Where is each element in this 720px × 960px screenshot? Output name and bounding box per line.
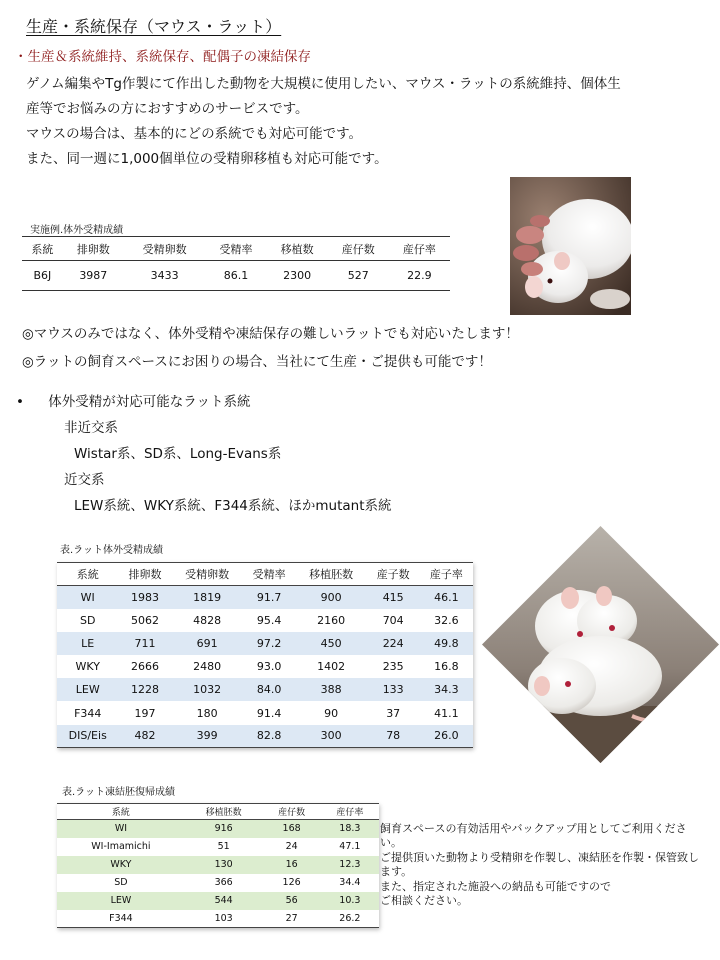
table-cell: 91.4 [256, 706, 282, 720]
table-cell: 197 [134, 706, 156, 720]
table-cell: 1228 [118, 678, 171, 701]
table-cell: 90 [324, 706, 339, 720]
table-cell: SD [80, 613, 96, 627]
table-cell: 168 [262, 820, 320, 838]
column-header: 排卵数 [63, 237, 124, 261]
table-cell: 18.3 [321, 820, 379, 838]
table-cell: 916 [185, 820, 263, 838]
table-cell: 2666 [131, 660, 160, 674]
table-cell: 366 [214, 877, 233, 888]
list-item: LEW系統、WKY系統、F344系統、ほかmutant系統 [74, 498, 392, 514]
rat-strain-list [16, 389, 392, 519]
column-header: 系統 [57, 563, 118, 586]
table-cell: LE [57, 632, 118, 655]
table-cell: 900 [296, 586, 367, 609]
table-cell: 51 [217, 841, 230, 852]
table1-caption: 実施例.体外受精成績 [30, 225, 124, 236]
table-cell: WI [57, 820, 185, 838]
column-header: 排卵数 [118, 563, 171, 586]
table-cell: 37 [386, 706, 401, 720]
table-cell: 388 [296, 678, 367, 701]
table-row [57, 838, 379, 856]
table-cell: WI-Imamichi [91, 841, 151, 852]
table-cell: 235 [382, 660, 404, 674]
table-cell: SD [114, 877, 128, 888]
table-cell: 49.8 [420, 632, 473, 655]
table-cell: 26.2 [321, 910, 379, 928]
table-cell: F344 [57, 910, 185, 928]
rat-ivf-table [57, 562, 473, 748]
column-header: 受精卵数 [124, 237, 206, 261]
table-cell: 126 [282, 877, 301, 888]
table-header-row [22, 237, 450, 261]
column-header: 受精卵数 [172, 563, 243, 586]
table-cell: 5062 [131, 613, 160, 627]
table-cell: 224 [367, 632, 420, 655]
column-header: 産仔率 [321, 804, 379, 820]
table-cell: 84.0 [243, 678, 296, 701]
table-cell: 2480 [193, 660, 222, 674]
mouse-illustration [510, 177, 631, 315]
table-row [57, 856, 379, 874]
column-header: 産子数 [367, 563, 420, 586]
subtitle: ・生産＆系統維持、系統保存、配偶子の凍結保存 [14, 49, 311, 65]
table-cell: LEW [57, 892, 185, 910]
table-cell: 93.0 [256, 660, 282, 674]
column-header: 産仔数 [328, 237, 389, 261]
table-cell: 47.1 [339, 841, 361, 852]
frozen-embryo-table [57, 803, 379, 928]
intro-text [26, 72, 621, 172]
table-cell: 1032 [172, 678, 243, 701]
table-cell: 91.7 [243, 586, 296, 609]
table-row [22, 261, 450, 291]
table-row [57, 820, 379, 838]
table-cell: 22.9 [389, 261, 450, 291]
table-body [57, 586, 473, 748]
table-cell: F344 [74, 706, 102, 720]
table-row [57, 874, 379, 892]
table-cell: 12.3 [321, 856, 379, 874]
table-cell: 133 [367, 678, 420, 701]
table-cell: 41.1 [434, 706, 459, 720]
table-cell: 32.6 [434, 613, 459, 627]
column-header: 受精率 [243, 563, 296, 586]
column-header: 移植胚数 [185, 804, 263, 820]
table-cell: 704 [382, 613, 404, 627]
table-cell: 3433 [124, 261, 206, 291]
list-heading-text: 体外受精が対応可能なラット系統 [48, 394, 251, 410]
list-item: 近交系 [64, 472, 105, 488]
mouse-photo [510, 177, 631, 315]
intro-line: マウスの場合は、基本的にどの系統でも対応可能です。 [26, 126, 363, 142]
table-body [57, 820, 379, 928]
column-header: 系統 [22, 237, 63, 261]
table-cell: 1983 [118, 586, 171, 609]
table-cell: 78 [367, 725, 420, 748]
table-cell: 1402 [317, 660, 346, 674]
table-cell: 95.4 [256, 613, 282, 627]
side-note-line: また、指定された施設への納品も可能ですので [380, 879, 611, 893]
table-cell: 2160 [317, 613, 346, 627]
table-cell: 691 [172, 632, 243, 655]
table-cell: 34.4 [339, 877, 361, 888]
table-cell: 1819 [172, 586, 243, 609]
table-cell: WI [57, 586, 118, 609]
note-rat-support: ◎マウスのみではなく、体外受精や凍結保存の難しいラットでも対応いたします！ [22, 326, 519, 342]
table-cell: 711 [118, 632, 171, 655]
table-cell: 482 [118, 725, 171, 748]
column-header: 産仔率 [389, 237, 450, 261]
table-cell: 527 [328, 261, 389, 291]
table-cell: WKY [57, 856, 185, 874]
table-row [57, 632, 473, 655]
table-cell: 4828 [193, 613, 222, 627]
table-cell: 180 [196, 706, 218, 720]
table-cell: 97.2 [243, 632, 296, 655]
table-cell: 3987 [63, 261, 124, 291]
intro-line: また、同一週に1,000個単位の受精卵移植も対応可能です。 [26, 151, 388, 167]
intro-line: 産等でお悩みの方におすすめのサービスです。 [26, 101, 309, 117]
table-cell: 544 [185, 892, 263, 910]
table-cell: 10.3 [321, 892, 379, 910]
table-cell: LEW [57, 678, 118, 701]
table-cell: 16 [262, 856, 320, 874]
side-note-line: 飼育スペースの有効活用やバックアップ用としてご利用ください。 [380, 822, 687, 850]
table-cell: 300 [296, 725, 367, 748]
list-item: 非近交系 [64, 420, 118, 436]
bullet-marker: • [16, 394, 24, 410]
table-cell: 56 [262, 892, 320, 910]
table3-caption: 表.ラット凍結胚復帰成績 [62, 787, 175, 798]
table-cell: 399 [172, 725, 243, 748]
rats-illustration [482, 526, 719, 763]
table-cell: 82.8 [243, 725, 296, 748]
column-header: 系統 [57, 804, 185, 820]
column-header: 移植胚数 [296, 563, 367, 586]
table-cell: 86.1 [205, 261, 266, 291]
table-row [57, 655, 473, 678]
table-cell: 450 [296, 632, 367, 655]
table-cell: 46.1 [420, 586, 473, 609]
table-row [57, 678, 473, 701]
table-row [57, 609, 473, 632]
table-header-row [57, 804, 379, 820]
table-cell: WKY [75, 660, 100, 674]
table-cell: 130 [185, 856, 263, 874]
table-cell: DIS/Eis [57, 725, 118, 748]
table-header-row [57, 563, 473, 586]
table-cell: 415 [367, 586, 420, 609]
table-cell: 26.0 [420, 725, 473, 748]
ivf-results-table [22, 236, 450, 291]
table-cell: 34.3 [420, 678, 473, 701]
column-header: 産子率 [420, 563, 473, 586]
table-cell: 27 [262, 910, 320, 928]
side-note-line: ご相談ください。 [380, 894, 468, 908]
column-header: 移植数 [267, 237, 328, 261]
list-item: Wistar系、SD系、Long-Evans系 [74, 446, 282, 462]
table-cell: 2300 [267, 261, 328, 291]
column-header: 産仔数 [262, 804, 320, 820]
intro-line: ゲノム編集やTg作製にて作出した動物を大規模に使用したい、マウス・ラットの系統維持、個体生 [26, 76, 621, 92]
table2-caption: 表.ラット体外受精成績 [60, 545, 163, 556]
table-row [57, 910, 379, 928]
table-row [57, 892, 379, 910]
note-rat-production: ◎ラットの飼育スペースにお困りの場合、当社にて生産・ご提供も可能です！ [22, 354, 492, 370]
table-cell: B6J [22, 261, 63, 291]
table-row [57, 725, 473, 748]
table-cell: 24 [285, 841, 298, 852]
side-note-line: ご提供頂いた動物より受精卵を作製し、凍結胚を作製・保管致します。 [380, 850, 699, 879]
table-row [57, 701, 473, 724]
page-title: 生産・系統保存（マウス・ラット） [26, 17, 282, 36]
side-note [380, 822, 700, 908]
list-heading [16, 389, 392, 415]
rats-photo [482, 526, 719, 763]
column-header: 受精率 [205, 237, 266, 261]
table-cell: 103 [185, 910, 263, 928]
table-cell: 16.8 [434, 660, 459, 674]
table-row [57, 586, 473, 609]
